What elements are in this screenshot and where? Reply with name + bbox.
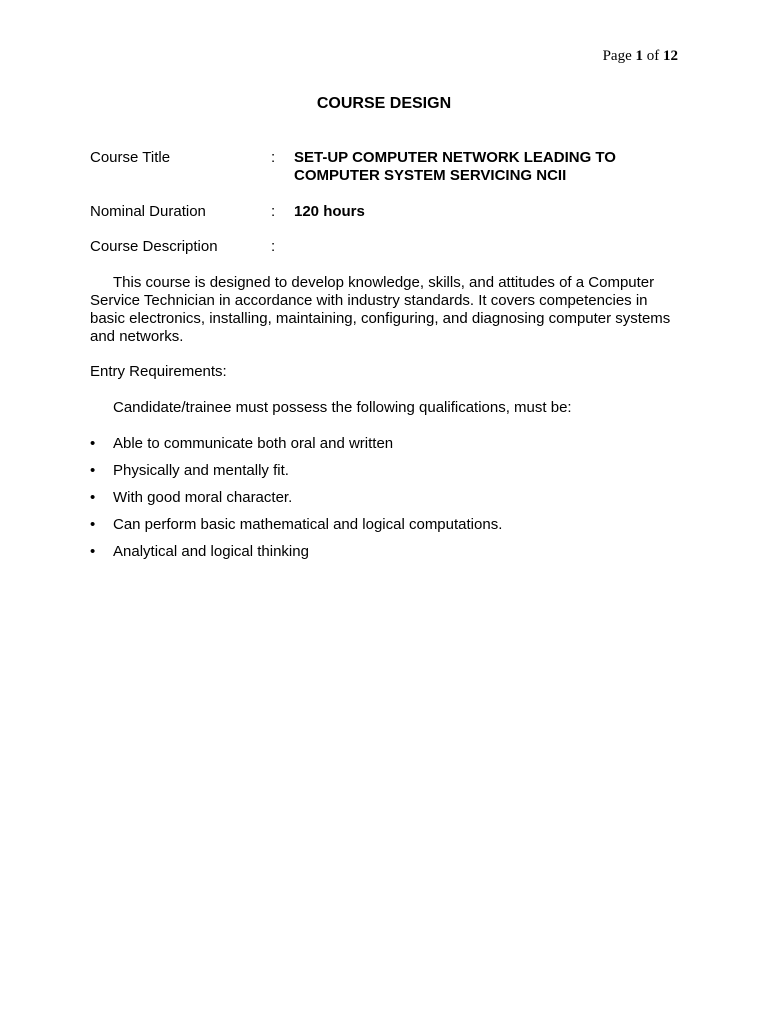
current-page-number: 1	[635, 48, 643, 64]
entry-requirements-heading: Entry Requirements:	[90, 363, 227, 380]
page-word: Page	[602, 48, 632, 64]
qualifications-list	[90, 435, 502, 570]
list-item-text: Able to communicate both oral and written	[113, 435, 394, 452]
nominal-duration-colon: :	[271, 203, 276, 220]
of-word: of	[646, 48, 660, 64]
list-item-text: Analytical and logical thinking	[113, 543, 309, 560]
document-title: COURSE DESIGN	[316, 95, 452, 112]
list-item-text: Physically and mentally fit.	[113, 462, 289, 479]
nominal-duration-value: 120 hours	[294, 203, 365, 220]
bullet-icon: •	[90, 543, 96, 560]
total-pages-number: 12	[663, 48, 678, 64]
list-item-text: Can perform basic mathematical and logical computations.	[113, 516, 503, 533]
list-item-text: With good moral character.	[113, 489, 293, 506]
page-number	[603, 47, 678, 65]
course-title-label: Course Title	[90, 149, 171, 166]
bullet-icon: •	[90, 516, 96, 533]
course-title-value-line-2: COMPUTER SYSTEM SERVICING NCII	[294, 167, 567, 184]
course-title-value-line-1: SET-UP COMPUTER NETWORK LEADING TO	[294, 149, 616, 166]
entry-requirements-intro: Candidate/trainee must possess the following qualifications, must be:	[113, 399, 572, 416]
bullet-icon: •	[90, 462, 96, 479]
list-item	[90, 489, 502, 516]
course-title-colon: :	[271, 149, 276, 166]
course-description-text: This course is designed to develop knowledge, skills, and attitudes of a Computer Service Technician in accordance with industry standards. It covers competencies in basic electronics, installing, maintaining, configuring, and diagnosing computer systems and networks.	[90, 274, 671, 345]
list-item	[90, 516, 502, 543]
course-description-colon: :	[271, 238, 276, 255]
bullet-icon: •	[90, 435, 96, 452]
nominal-duration-label: Nominal Duration	[90, 203, 206, 220]
list-item	[90, 543, 502, 570]
bullet-icon: •	[90, 489, 96, 506]
course-title-value	[294, 149, 654, 185]
list-item	[90, 462, 502, 489]
list-item	[90, 435, 502, 462]
course-description-label: Course Description	[90, 238, 218, 255]
